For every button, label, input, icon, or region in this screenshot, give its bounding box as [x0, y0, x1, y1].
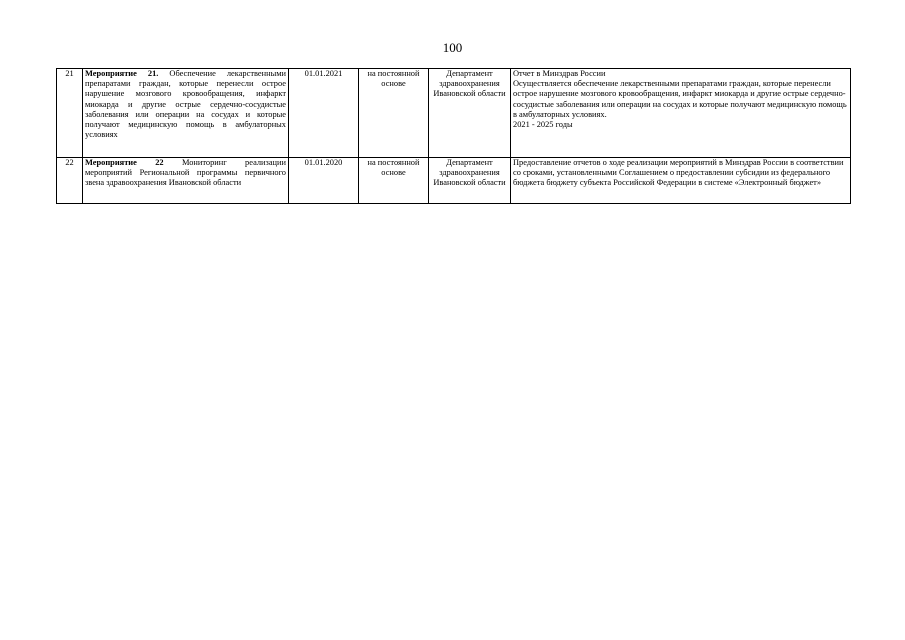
- measure-text: Мониторинг реализации мероприятий Региональной программы первичного звена здравоохранения Ивановской области: [85, 158, 286, 188]
- measure-cell: [83, 158, 289, 204]
- table-row: [57, 158, 851, 204]
- measure-text: Обеспечение лекарственными препаратами граждан, которые перенесли острое нарушение мозгового кровообращения, инфаркт миокарда и другие острые сердечно-сосудистые заболевания или операции на сосудах и которые получают медицинскую помощь в амбулаторных условиях: [85, 69, 286, 140]
- end-date: на постоянной основе: [359, 69, 429, 158]
- end-date: на постоянной основе: [359, 158, 429, 204]
- result-line: Осуществляется обеспечение лекарственными препаратами граждан, которые перенесли острое нарушение мозгового кровообращения, инфаркт миокарда и другие острые сердечно-сосудистые заболевания или операции на сосудах и которые получают медицинскую помощь в амбулаторных условиях.: [513, 79, 847, 119]
- table-row: [57, 69, 851, 158]
- measure-title: Мероприятие 22: [85, 158, 164, 167]
- result-cell: [511, 69, 851, 158]
- page-number: 100: [442, 40, 463, 55]
- result-line: Отчет в Минздрав России: [513, 69, 606, 78]
- measure-title: Мероприятие 21.: [85, 69, 159, 78]
- responsible: Департамент здравоохранения Ивановской области: [429, 158, 511, 204]
- result-line: 2021 - 2025 годы: [513, 120, 573, 130]
- measure-cell: [83, 69, 289, 158]
- start-date: 01.01.2020: [289, 158, 359, 204]
- row-number: 22: [57, 158, 83, 204]
- responsible: Департамент здравоохранения Ивановской области: [429, 69, 511, 158]
- result-line: Предоставление отчетов о ходе реализации мероприятий в Минздрав России в соответствии со сроками, установленными Соглашением о предоставлении субсидии из федерального бюджета бюджету субъекта Российской Федерации в системе «Электронный бюджет»: [513, 158, 844, 188]
- result-cell: [511, 158, 851, 204]
- measures-table: [56, 68, 851, 204]
- start-date: 01.01.2021: [289, 69, 359, 158]
- row-number: 21: [57, 69, 83, 158]
